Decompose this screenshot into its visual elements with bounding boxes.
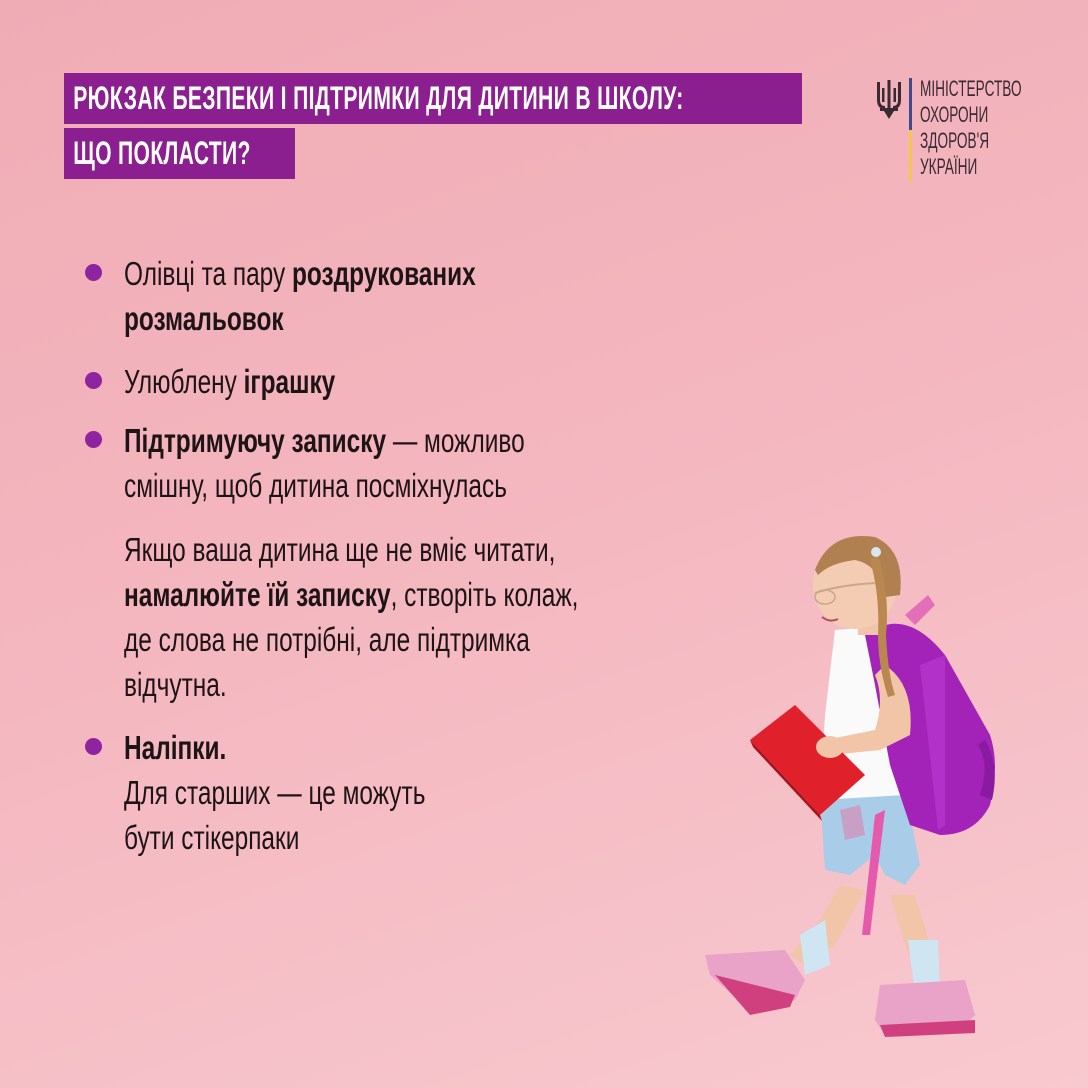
bullet-icon [85, 738, 102, 755]
list-item-4-line-2: Для старших — це можуть [124, 774, 426, 811]
list-item-3-paragraph-line-1: Якщо ваша дитина ще не вміє читати, [124, 531, 556, 568]
ministry-name [920, 76, 1084, 180]
list-item-4-line-3: бути стікерпаки [124, 819, 300, 856]
title-banner-line-1 [64, 73, 802, 124]
title-text-line-2: ЩО ПОКЛАСТИ? [73, 135, 251, 171]
title-banner-line-2 [64, 128, 295, 179]
list-item-3-paragraph-line-3: де слова не потрібні, але підтримка [124, 621, 530, 658]
list-item-1-line-2: розмальовок [124, 300, 284, 337]
bullet-icon [85, 431, 102, 448]
list-item-2-line-1: Улюблену іграшку [124, 363, 336, 400]
list-item-3-paragraph-line-4: відчутна. [124, 666, 227, 703]
list-item-3-line-1: Підтримуючу записку — можливо [124, 422, 525, 459]
ministry-name-line-2: ОХОРОНИ [920, 102, 989, 127]
trident-icon [876, 80, 902, 120]
list-item-1-line-1: Олівці та пару роздрукованих [124, 255, 476, 292]
flag-bar-blue [909, 78, 912, 130]
bullet-icon [85, 372, 102, 389]
ministry-name-line-1: МІНІСТЕРСТВО [920, 76, 1022, 101]
list-item-3-line-2: смішну, щоб дитина посміхнулась [124, 467, 507, 504]
girl-with-backpack-illustration [690, 525, 1020, 1045]
ministry-name-line-4: УКРАЇНИ [920, 154, 978, 179]
ministry-logo [872, 74, 1052, 186]
ministry-name-line-3: ЗДОРОВ'Я [920, 128, 990, 153]
list-item-3-paragraph-line-2: намалюйте їй записку, створіть колаж, [124, 576, 579, 613]
title-text-line-1: РЮКЗАК БЕЗПЕКИ І ПІДТРИМКИ ДЛЯ ДИТИНИ В ШКОЛУ: [73, 80, 684, 116]
flag-bar-yellow [909, 130, 912, 182]
list-item-4-line-1: Наліпки. [124, 729, 227, 766]
bullet-icon [85, 264, 102, 281]
